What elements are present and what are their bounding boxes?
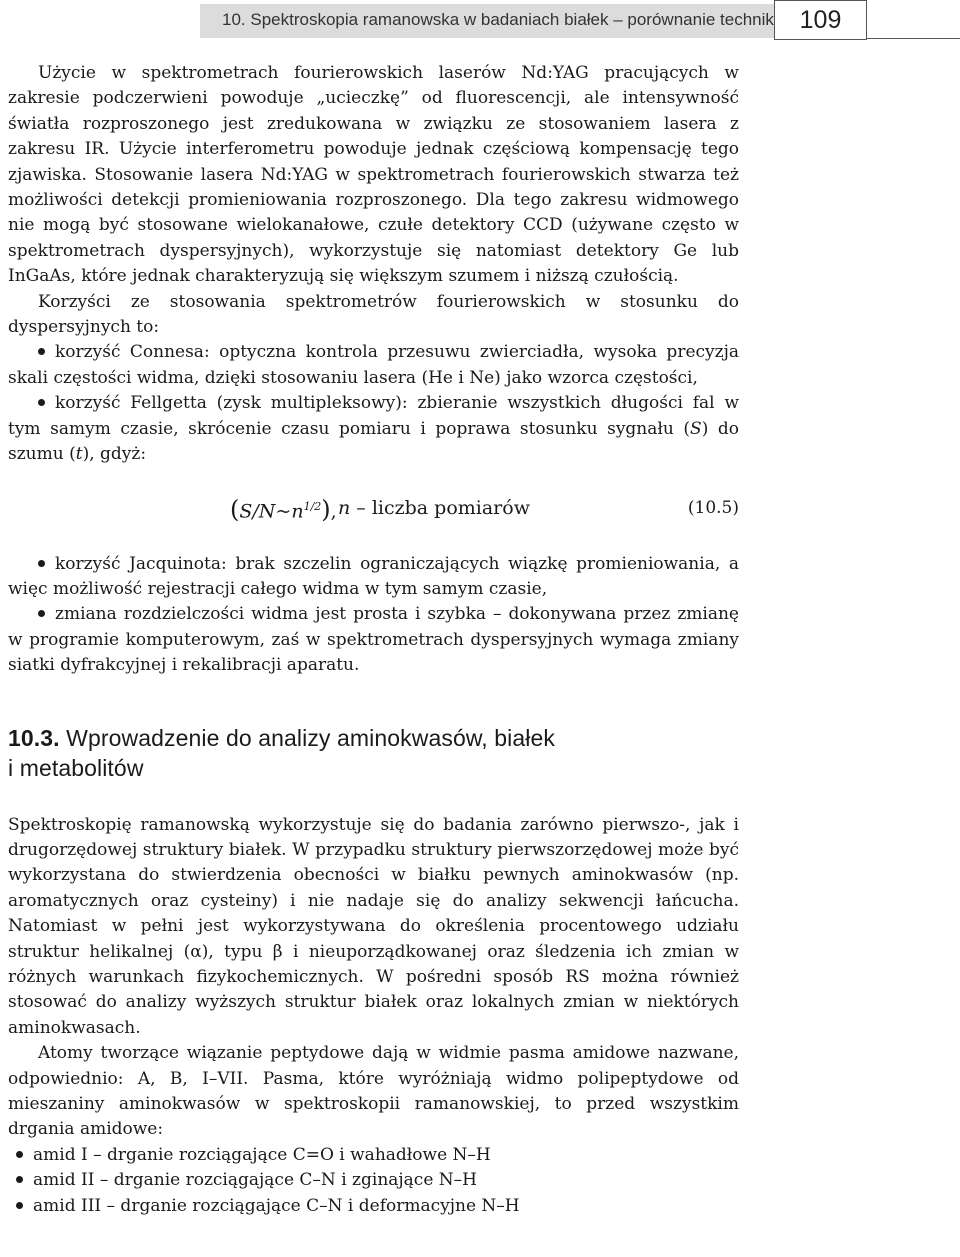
equation-10-5 xyxy=(8,482,739,534)
bullet-icon xyxy=(38,399,45,406)
header-rule xyxy=(867,38,960,39)
equation-exponent: 1/2 xyxy=(303,499,322,513)
list-item-connes xyxy=(8,340,739,391)
list-item-text: korzyść Jacquinota: brak szczelin ograniczających wiązkę promieniowania, a więc możliwość rejestracji całego widma w tym samym czasie, xyxy=(8,553,739,599)
equation-lhs: S/N~n xyxy=(239,499,304,522)
list-item-text: ), gdyż: xyxy=(82,444,147,465)
page-header xyxy=(0,0,960,40)
bullet-icon xyxy=(16,1202,23,1209)
symbol-s: S xyxy=(690,418,702,439)
bullet-icon xyxy=(16,1151,23,1158)
list-item-amide-ii xyxy=(8,1168,739,1193)
list-item-text: amid III – drganie rozciągające C–N i deformacyjne N–H xyxy=(33,1195,520,1216)
equation-expression: $(S/N\sim n^{1/2})$, xyxy=(230,494,337,523)
section-number: 10.3. xyxy=(8,724,60,751)
list-item-text: amid II – drganie rozciągające C–N i zginające N–H xyxy=(33,1170,477,1191)
amide-list xyxy=(8,1143,739,1219)
list-item-text: zmiana rozdzielczości widma jest prosta i szybka – dokonywana przez zmianę w programie komputerowym, zaś w spektrometrach dyspersyjnych wymaga zmiany siatki dyfrakcyjnej i rekalibracji aparatu. xyxy=(8,604,739,676)
bullet-icon xyxy=(38,610,45,617)
page-number: 109 xyxy=(774,0,867,40)
list-item-jacquinot xyxy=(8,552,739,603)
list-item-amide-iii xyxy=(8,1194,739,1219)
equation-description xyxy=(338,496,530,521)
paragraph-ft-lasers: Użycie w spektrometrach fourierowskich laserów Nd:YAG pracujących w zakresie podczerwieni powoduje „ucieczkę” od fluorescencji, ale intensywność światła rozproszonego jest zredukowana w związku ze stosowaniem lasera z zakresu IR. Użycie interferometru powoduje jednak częściową kompensację tego zjawiska. Stosowanie lasera Nd:YAG w spektrometrach fourierowskich stwarza też możliwości detekcji promieniowania rozproszonego. Dla tego zakresu widmowego nie mogą być stosowane wielokanałowe, czułe detektory CCD (używane często w spektrometrach dyspersyjnych), wykorzystuje się natomiast detektory Ge lub InGaAs, które jednak charakteryzują się większym szumem i niższą czułością. xyxy=(8,63,739,287)
list-item-amide-i xyxy=(8,1143,739,1168)
equation-comma: , xyxy=(330,499,337,522)
running-title: 10. Spektroskopia ramanowska w badaniach białek – porównanie technik xyxy=(222,10,774,29)
list-item-text: korzyść Fellgetta (zysk multipleksowy): zbieranie wszystkich długości fal w tym samym czasie, skrócenie czasu pomiaru i poprawa stosunku sygnału ( xyxy=(8,393,739,439)
bullet-icon xyxy=(38,348,45,355)
equation-desc-text: – liczba pomiarów xyxy=(350,496,530,519)
bullet-icon xyxy=(16,1176,23,1183)
list-item-fellgett xyxy=(8,391,739,467)
paragraph-advantages-intro: Korzyści ze stosowania spektrometrów fourierowskich w stosunku do dyspersyjnych to: xyxy=(8,291,739,338)
list-item-text: amid I – drganie rozciągające C=O i wahadłowe N–H xyxy=(33,1144,491,1165)
bullet-icon xyxy=(38,560,45,567)
paragraph-raman-proteins: Spektroskopię ramanowską wykorzystuje się do badania zarówno pierwszo-, jak i drugorzędowej struktury białek. W przypadku struktury pierwszorzędowej może być wykorzystana do stwierdzenia obecności w białku pewnych aminokwasów (np. aromatycznych oraz cysteiny) i nie nadaje się do analizy sekwencji łańcucha. Natomiast w pełni jest wykorzystywana do określenia procentowego udziału struktur helikalnej (α), typu β i nieuporządkowanej oraz śledzenia ich zmian w różnych warunkach fizykochemicznych. W pośredni sposób RS można również stosować do analizy wyższych struktur białek oraz lokalnych zmian w niektórych aminokwasach. xyxy=(8,814,739,1038)
list-item-text: ) do szumu ( xyxy=(8,418,740,465)
symbol-t: t xyxy=(75,444,83,465)
page-body xyxy=(8,61,739,1219)
section-title-line1: Wprowadzenie do analizy aminokwasów, białek xyxy=(59,724,555,751)
equation-number: (10.5) xyxy=(687,497,739,518)
section-heading xyxy=(8,723,739,783)
section-title-line2: i metabolitów xyxy=(8,754,144,781)
paragraph-amide-bands: Atomy tworzące wiązanie peptydowe dają w widmie pasma amidowe nazwane, odpowiednio: A, B, I–VII. Pasma, które wyróżniają widmo polipeptydowe od mieszaniny aminokwasów w spektroskopii ramanowskiej, to przed wszystkim drgania amidowe: xyxy=(8,1043,739,1140)
list-item-text: korzyść Connesa: optyczna kontrola przesuwu zwierciadła, wysoka precyzja skali częstości widma, dzięki stosowaniu lasera (He i Ne) jako wzorca częstości, xyxy=(8,342,739,388)
equation-variable: n xyxy=(338,496,351,519)
list-item-resolution xyxy=(8,602,739,678)
